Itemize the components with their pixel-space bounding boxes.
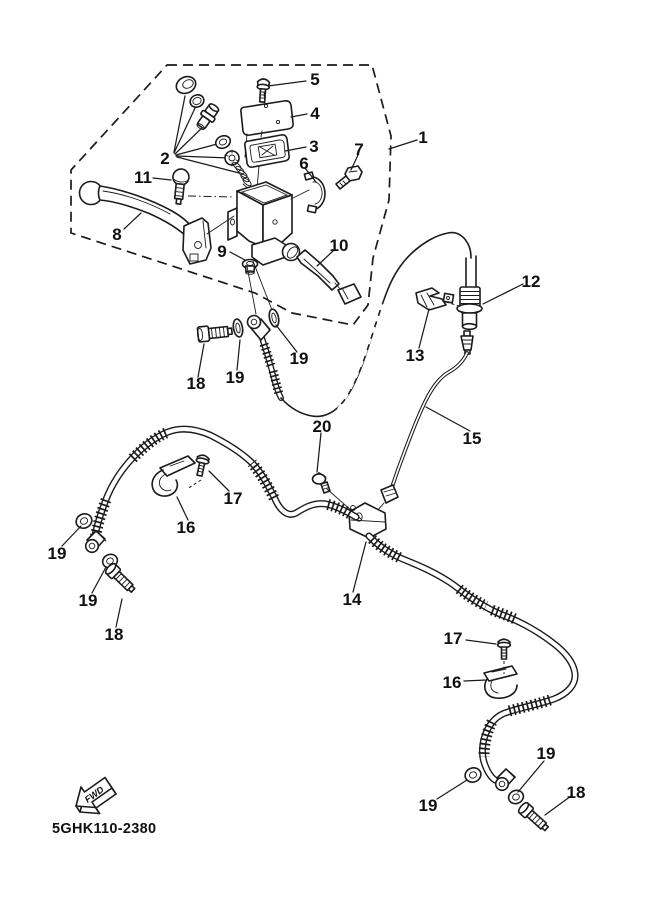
callout-17-right: 17: [443, 629, 463, 648]
handlebar-clamp: [304, 172, 325, 213]
callout-18-bottom-right: 18: [566, 783, 586, 802]
callout-19-mid-left: 19: [225, 368, 245, 387]
union-bolt-mid: [197, 324, 233, 343]
pipe-flare-nut-upper: [461, 331, 473, 354]
callout-12: 12: [521, 272, 541, 291]
fwd-direction-arrow: [76, 778, 116, 814]
reservoir-diaphragm: [245, 135, 289, 167]
callout-16-right: 16: [442, 673, 462, 692]
three-way-joint: [349, 503, 386, 538]
right-hose-eyelet-group: [463, 766, 551, 834]
callout-18-mid: 18: [186, 374, 206, 393]
brake-lever: [80, 182, 212, 265]
upper-hose-eyelet: [248, 316, 271, 341]
callout-2: 2: [160, 149, 170, 168]
reservoir-cap: [241, 101, 293, 135]
fwd-label: FWD: [82, 784, 106, 805]
callout-15: 15: [462, 429, 482, 448]
washer-mid-left: [232, 318, 244, 337]
callout-19-bottom-right-1: 19: [536, 744, 556, 763]
callout-1: 1: [418, 128, 428, 147]
callout-7: 7: [354, 140, 364, 159]
callout-13: 13: [405, 346, 425, 365]
callout-19-mid-right: 19: [289, 349, 309, 368]
hose-clamp-13: [416, 288, 459, 310]
callout-5: 5: [310, 70, 320, 89]
callout-6: 6: [299, 154, 309, 173]
callout-14: 14: [342, 590, 362, 609]
callout-4: 4: [310, 104, 320, 123]
left-brake-hose: [94, 429, 356, 540]
callout-18-bottom-left: 18: [104, 625, 124, 644]
left-hose-eyelet-group: [74, 511, 138, 595]
washer-mid-right: [268, 308, 281, 327]
callout-3: 3: [309, 137, 319, 156]
clamp-screw-17-left: [193, 454, 210, 477]
clamp-bolt: [336, 166, 362, 189]
callout-19-bottom-left-2: 19: [78, 591, 98, 610]
hose-clamp-16-left: [152, 456, 195, 496]
callout-17-left: 17: [223, 489, 243, 508]
callout-8: 8: [112, 225, 122, 244]
hose-clamp-16-right: [484, 666, 517, 698]
brake-pipe: [377, 353, 467, 511]
part-code: 5GHK110-2380: [52, 821, 157, 837]
callout-19-bottom-right-2: 19: [418, 796, 438, 815]
cap-screw: [256, 79, 270, 103]
clamp-screw-17-right: [498, 639, 511, 659]
callout-16-left: 16: [176, 518, 196, 537]
callout-9: 9: [217, 242, 227, 261]
callout-10: 10: [329, 236, 349, 255]
hose-joint-fitting: [457, 256, 482, 329]
callout-20: 20: [312, 417, 332, 436]
callout-11: 11: [134, 168, 152, 187]
lever-pivot-bolt: [170, 168, 190, 204]
callout-19-bottom-left-1: 19: [47, 544, 67, 563]
brake-switch-assembly: [283, 244, 362, 305]
